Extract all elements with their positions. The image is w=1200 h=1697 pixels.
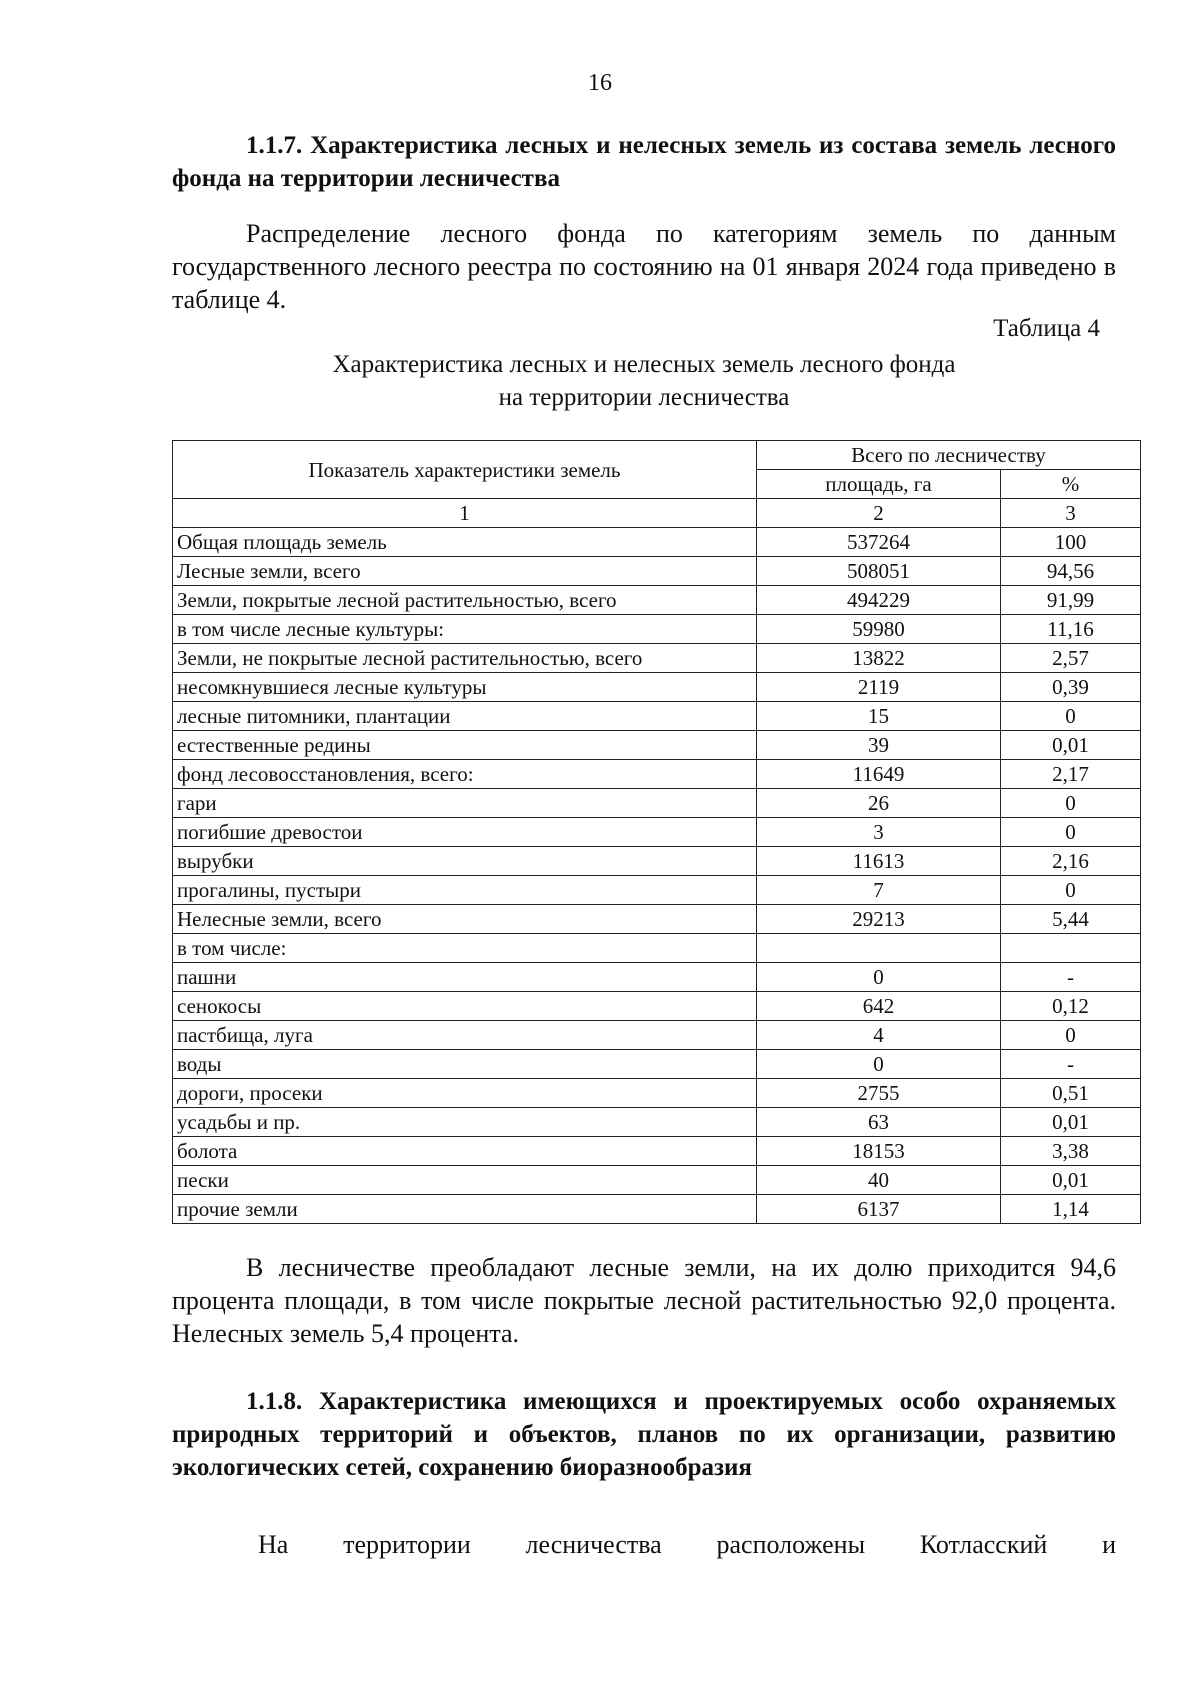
row-percent-cell: 0,39 — [1001, 673, 1141, 702]
table-header — [173, 441, 1141, 528]
table-row — [173, 644, 1141, 673]
table-row — [173, 876, 1141, 905]
header-area: площадь, га — [757, 470, 1001, 499]
column-number-3: 3 — [1001, 499, 1141, 528]
row-area-cell: 59980 — [757, 615, 1001, 644]
row-area-cell: 2755 — [757, 1079, 1001, 1108]
row-percent-cell: 0 — [1001, 876, 1141, 905]
land-characteristics-table — [172, 440, 1141, 1224]
row-area-cell — [757, 934, 1001, 963]
row-area-cell: 26 — [757, 789, 1001, 818]
row-area-cell: 494229 — [757, 586, 1001, 615]
section-2-paragraph: На территории лесничества расположены Котласский и — [258, 1530, 1116, 1559]
header-indicator: Показатель характеристики земель — [173, 441, 757, 499]
table-row — [173, 1108, 1141, 1137]
row-percent-cell: 0,01 — [1001, 731, 1141, 760]
table-body — [173, 528, 1141, 1224]
row-name-cell: лесные питомники, плантации — [173, 702, 757, 731]
row-percent-cell: 0,12 — [1001, 992, 1141, 1021]
row-area-cell: 2119 — [757, 673, 1001, 702]
row-area-cell: 11613 — [757, 847, 1001, 876]
table-row — [173, 1079, 1141, 1108]
row-name-cell: пашни — [173, 963, 757, 992]
header-group-total: Всего по лесничеству — [757, 441, 1141, 470]
section-heading-1-1-8: 1.1.8. Характеристика имеющихся и проектируемых особо охраняемых природных территорий и объектов, планов по их организации, развитию экологических сетей, сохранению биоразнообразия — [172, 1388, 1116, 1481]
table-row — [173, 818, 1141, 847]
table-caption-line-1: Характеристика лесных и нелесных земель лесного фонда — [332, 351, 956, 378]
row-area-cell: 13822 — [757, 644, 1001, 673]
row-name-cell: прогалины, пустыри — [173, 876, 757, 905]
table-row — [173, 557, 1141, 586]
row-area-cell: 537264 — [757, 528, 1001, 557]
row-percent-cell: 0 — [1001, 789, 1141, 818]
row-name-cell: Лесные земли, всего — [173, 557, 757, 586]
row-area-cell: 63 — [757, 1108, 1001, 1137]
row-name-cell: Земли, не покрытые лесной растительностью, всего — [173, 644, 757, 673]
row-percent-cell: 0 — [1001, 702, 1141, 731]
table-row — [173, 673, 1141, 702]
row-percent-cell: 11,16 — [1001, 615, 1141, 644]
row-area-cell: 0 — [757, 1050, 1001, 1079]
page-number: 16 — [588, 70, 612, 96]
row-percent-cell: 2,57 — [1001, 644, 1141, 673]
table-row — [173, 1137, 1141, 1166]
row-name-cell: в том числе лесные культуры: — [173, 615, 757, 644]
column-number-1: 1 — [173, 499, 757, 528]
row-percent-cell: 0 — [1001, 1021, 1141, 1050]
row-name-cell: прочие земли — [173, 1195, 757, 1224]
row-percent-cell — [1001, 934, 1141, 963]
row-area-cell: 11649 — [757, 760, 1001, 789]
row-percent-cell: 1,14 — [1001, 1195, 1141, 1224]
table-row — [173, 992, 1141, 1021]
row-area-cell: 508051 — [757, 557, 1001, 586]
table-row — [173, 702, 1141, 731]
intro-paragraph: Распределение лесного фонда по категориям земель по данным государственного лесного реестра по состоянию на 01 января 2024 года приведено в таблице 4. — [172, 219, 1116, 314]
row-name-cell: Земли, покрытые лесной растительностью, всего — [173, 586, 757, 615]
header-percent: % — [1001, 470, 1141, 499]
row-area-cell: 40 — [757, 1166, 1001, 1195]
row-area-cell: 18153 — [757, 1137, 1001, 1166]
row-area-cell: 3 — [757, 818, 1001, 847]
row-area-cell: 6137 — [757, 1195, 1001, 1224]
row-percent-cell: 91,99 — [1001, 586, 1141, 615]
table-row — [173, 731, 1141, 760]
row-name-cell: естественные редины — [173, 731, 757, 760]
table-row — [173, 847, 1141, 876]
table-row — [173, 1195, 1141, 1224]
row-name-cell: усадьбы и пр. — [173, 1108, 757, 1137]
table-caption-line-2: на территории лесничества — [498, 384, 790, 411]
row-percent-cell: 2,17 — [1001, 760, 1141, 789]
row-area-cell: 7 — [757, 876, 1001, 905]
row-name-cell: погибшие древостои — [173, 818, 757, 847]
row-name-cell: сенокосы — [173, 992, 757, 1021]
row-name-cell: фонд лесовосстановления, всего: — [173, 760, 757, 789]
table-row — [173, 789, 1141, 818]
table-row — [173, 586, 1141, 615]
row-percent-cell: 0 — [1001, 818, 1141, 847]
table-row — [173, 963, 1141, 992]
row-percent-cell: 0,01 — [1001, 1166, 1141, 1195]
row-name-cell: пески — [173, 1166, 757, 1195]
row-percent-cell: - — [1001, 1050, 1141, 1079]
row-name-cell: вырубки — [173, 847, 757, 876]
table-row — [173, 934, 1141, 963]
row-name-cell: болота — [173, 1137, 757, 1166]
row-area-cell: 15 — [757, 702, 1001, 731]
table-row — [173, 1166, 1141, 1195]
table-row — [173, 528, 1141, 557]
row-name-cell: Общая площадь земель — [173, 528, 757, 557]
row-name-cell: Нелесные земли, всего — [173, 905, 757, 934]
section-heading-1-1-7: 1.1.7. Характеристика лесных и нелесных земель из состава земель лесного фонда на территории лесничества — [172, 132, 1116, 192]
row-name-cell: в том числе: — [173, 934, 757, 963]
row-percent-cell: 94,56 — [1001, 557, 1141, 586]
table-row — [173, 760, 1141, 789]
row-percent-cell: 0,51 — [1001, 1079, 1141, 1108]
row-area-cell: 29213 — [757, 905, 1001, 934]
column-number-2: 2 — [757, 499, 1001, 528]
row-area-cell: 4 — [757, 1021, 1001, 1050]
row-name-cell: воды — [173, 1050, 757, 1079]
row-percent-cell: 5,44 — [1001, 905, 1141, 934]
table-row — [173, 1021, 1141, 1050]
summary-paragraph: В лесничестве преобладают лесные земли, на их долю приходится 94,6 процента площади, в том числе покрытые лесной растительностью 92,0 процента. Нелесных земель 5,4 процента. — [172, 1253, 1116, 1348]
table-label: Таблица 4 — [993, 315, 1100, 342]
row-name-cell: пастбища, луга — [173, 1021, 757, 1050]
row-percent-cell: 0,01 — [1001, 1108, 1141, 1137]
table-caption — [172, 348, 1116, 414]
table-row — [173, 615, 1141, 644]
row-area-cell: 642 — [757, 992, 1001, 1021]
row-percent-cell: - — [1001, 963, 1141, 992]
row-name-cell: гари — [173, 789, 757, 818]
row-percent-cell: 100 — [1001, 528, 1141, 557]
row-name-cell: дороги, просеки — [173, 1079, 757, 1108]
row-area-cell: 39 — [757, 731, 1001, 760]
row-percent-cell: 3,38 — [1001, 1137, 1141, 1166]
table-row — [173, 1050, 1141, 1079]
table-row — [173, 905, 1141, 934]
row-area-cell: 0 — [757, 963, 1001, 992]
row-percent-cell: 2,16 — [1001, 847, 1141, 876]
row-name-cell: несомкнувшиеся лесные культуры — [173, 673, 757, 702]
